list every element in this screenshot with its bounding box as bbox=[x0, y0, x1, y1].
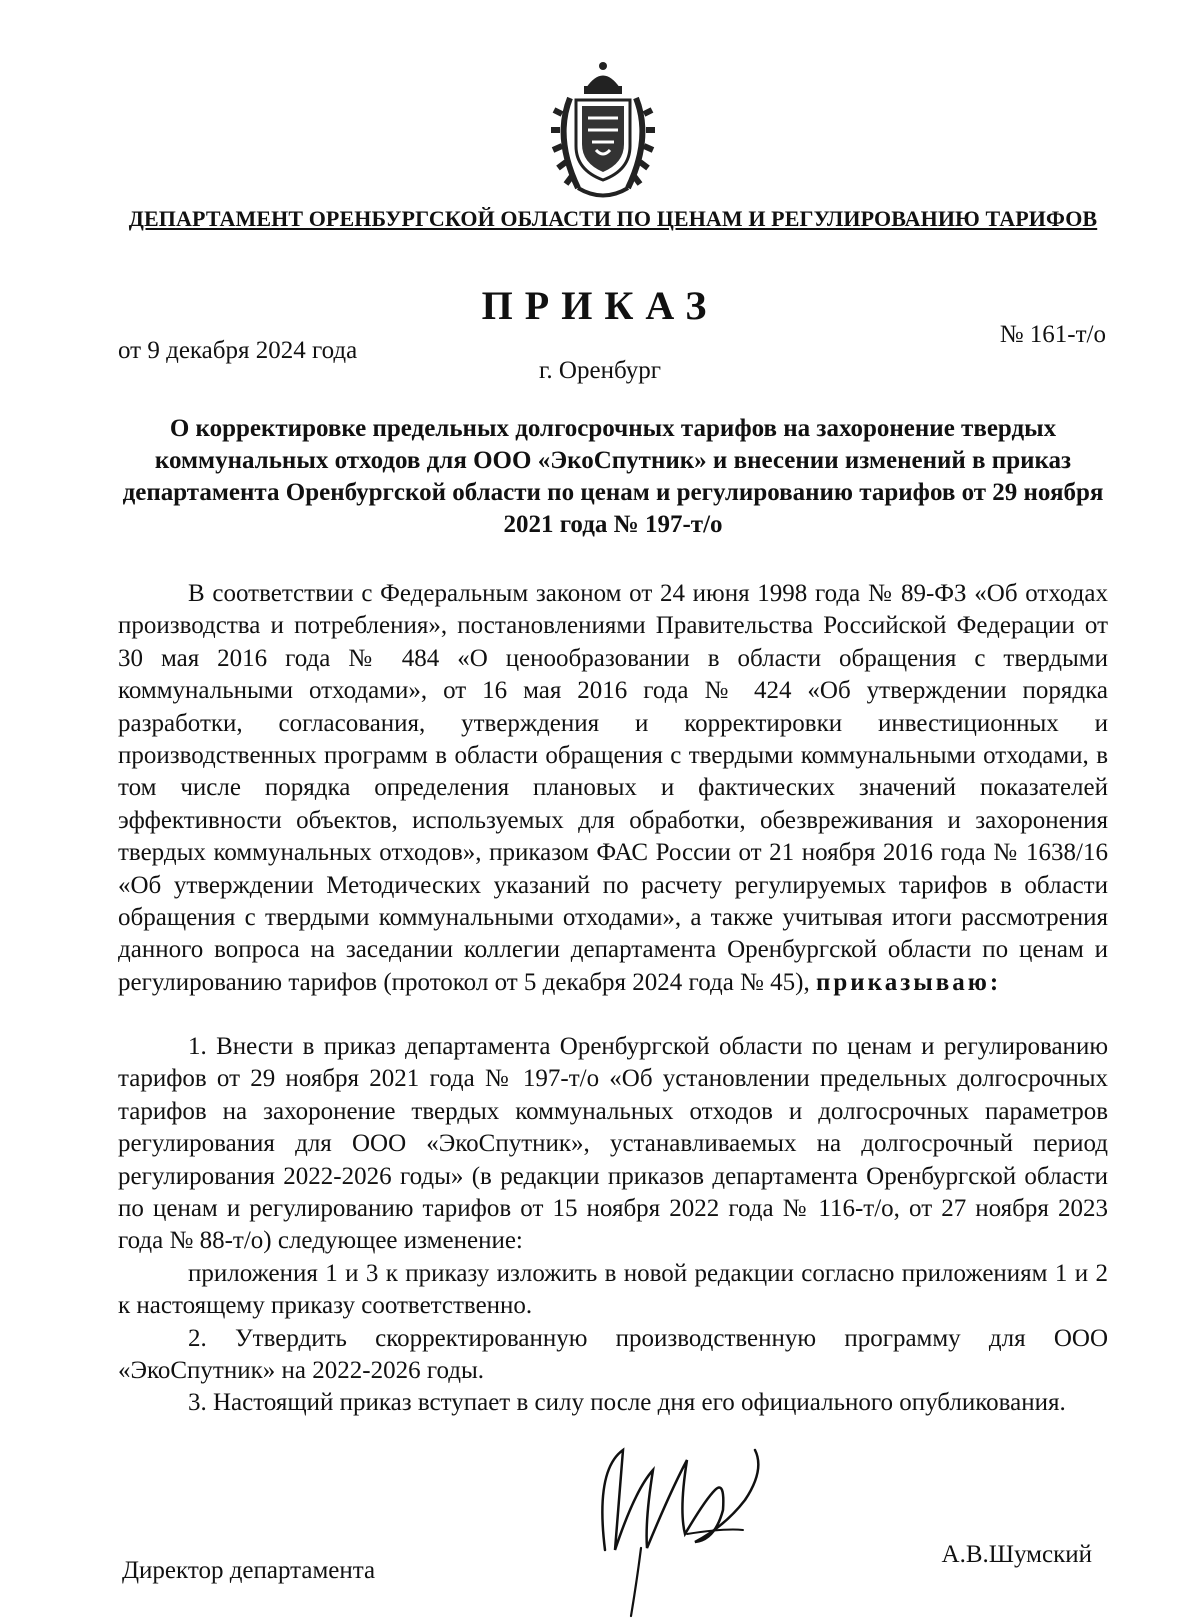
order-item: 3. Настоящий приказ вступает в силу после дня его официального опубликования. bbox=[188, 1389, 1066, 1417]
order-item: 2. Утвердить скорректированную производственную программу для ООО «ЭкоСпутник» на 2022-2026 годы. bbox=[118, 1324, 1108, 1385]
order-item: 1. Внести в приказ департамента Оренбургской области по ценам и регулированию тарифов от 29 ноября 2021 года № 197-т/о «Об установлении предельных долгосрочных тарифов на захоронение твердых коммунальных отходов и долгосрочных параметров регулирования для ООО «ЭкоСпутник», устанавливаемых на долгосрочный период регулирования 2022-2026 годы» (в редакции приказов департамента Оренбургской области по ценам и регулированию тарифов от 15 ноября 2022 года № 116-т/о, от 27 ноября 2023 года № 88-т/о) следующее изменение: bbox=[118, 1033, 1108, 1255]
preamble-paragraph bbox=[118, 578, 1108, 999]
document-date: от 9 декабря 2024 года bbox=[118, 337, 358, 364]
order-item: приложения 1 и 3 к приказу изложить в новой редакции согласно приложениям 1 и 2 к настоящему приказу соответственно. bbox=[118, 1259, 1108, 1320]
document-type-heading: ПРИКАЗ bbox=[481, 283, 719, 328]
order-word: приказываю: bbox=[815, 968, 1002, 996]
signatory-name: А.В.Шумский bbox=[941, 1541, 1092, 1568]
handwritten-signature-icon bbox=[575, 1430, 785, 1622]
document-city: г. Оренбург bbox=[539, 357, 661, 384]
preamble-section bbox=[118, 578, 1108, 999]
order-items bbox=[118, 1031, 1108, 1420]
preamble-text: В соответствии с Федеральным законом от 24 июня 1998 года № 89-ФЗ «Об отходах производства и потребления», постановлениями Правительства Российской Федерации от 30 мая 2016 года № 484 «О ценообразовании в области обращения с твердыми коммунальными отходами», от 16 мая 2016 года № 424 «Об утверждении порядка разработки, согласования, утверждения и корректировки инвестиционных и производственных программ в области обращения с твердыми коммунальными отходами, в том числе порядка определения плановых и фактических значений показателей эффективности объектов, используемых для обработки, обезвреживания и захоронения твердых коммунальных отходов», приказом ФАС России от 21 ноября 2016 года № 1638/16 «Об утверждении Методических указаний по расчету регулируемых тарифов в области обращения с твердыми коммунальными отходами», а также учитывая итоги рассмотрения данного вопроса на заседании коллегии департамента Оренбургской области по ценам и регулированию тарифов (протокол от 5 декабря 2024 года № 45), bbox=[118, 580, 1108, 996]
signatory-role: Директор департамента bbox=[122, 1557, 376, 1584]
coat-of-arms-icon bbox=[548, 58, 658, 203]
document-number: № 161-т/о bbox=[999, 321, 1106, 348]
document-title: О корректировке предельных долгосрочных тарифов на захоронение твердых коммунальных отходов для ООО «ЭкоСпутник» и внесении изменений в приказ департамента Оренбургской области по ценам и регулированию тарифов от 29 ноября 2021 года № 197-т/о bbox=[122, 415, 1104, 538]
department-name: ДЕПАРТАМЕНТ ОРЕНБУРГСКОЙ ОБЛАСТИ ПО ЦЕНАМ И РЕГУЛИРОВАНИЮ ТАРИФОВ bbox=[128, 206, 1098, 231]
